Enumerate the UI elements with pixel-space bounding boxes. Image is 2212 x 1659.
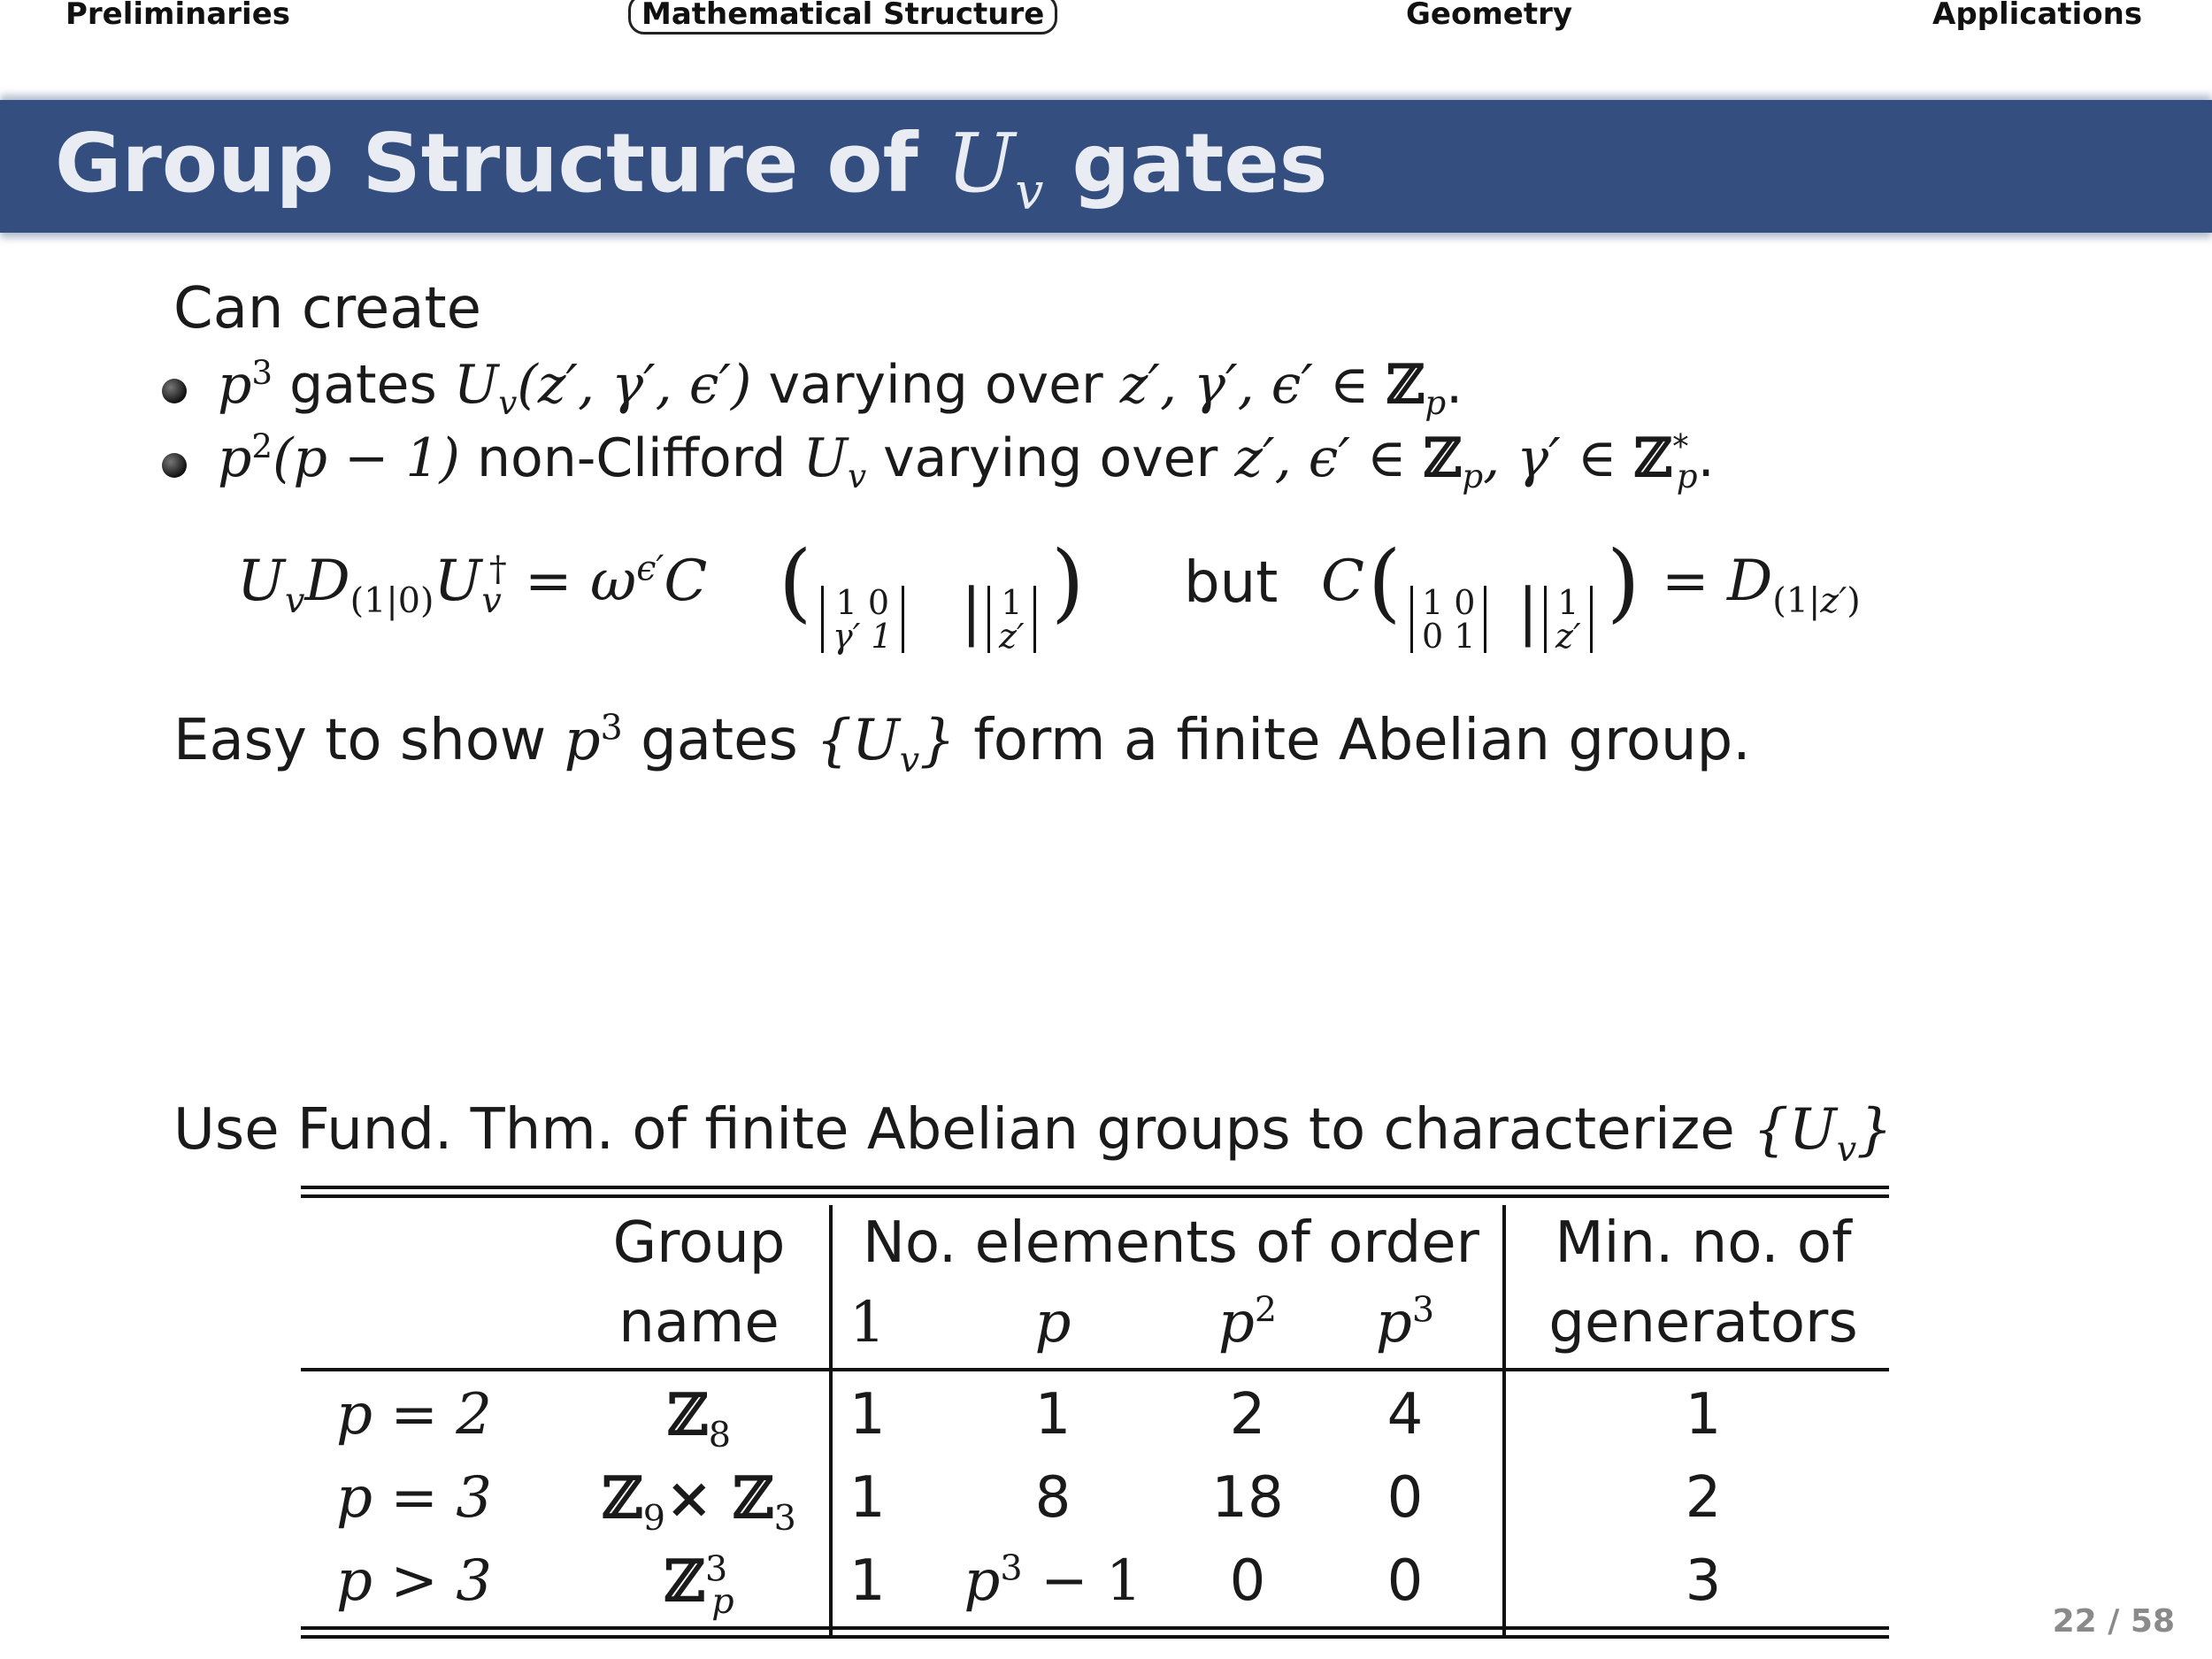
matrix-1: 1 0 γ′ 1 xyxy=(821,586,904,653)
header-generators: generators xyxy=(1548,1290,1858,1356)
order-p2-cell: 0 xyxy=(1229,1548,1266,1614)
equation-rhs: = $D_{(1|z')}$ xyxy=(1662,549,1861,621)
title-suffix: gates xyxy=(1071,116,1328,211)
rule-bottom xyxy=(301,1626,1889,1630)
nav-preliminaries[interactable]: Preliminaries xyxy=(65,0,291,32)
nav-geometry[interactable]: Geometry xyxy=(1406,0,1572,32)
order-1-cell: 1 xyxy=(849,1382,886,1448)
order-1-cell: 1 xyxy=(849,1548,886,1614)
title-prefix: Group Structure of xyxy=(55,116,918,211)
intro-text: Can create xyxy=(173,276,481,342)
header-gens: Min. no. of xyxy=(1555,1210,1852,1276)
gens-cell: 1 xyxy=(1685,1382,1722,1448)
group-cell: ℤ$_9$× ℤ$_3$ xyxy=(602,1465,796,1539)
rule-top xyxy=(301,1186,1889,1189)
order-p2-cell: 2 xyxy=(1229,1382,1266,1448)
paren-open: ( xyxy=(1368,533,1402,632)
bullet-2: $p^2(p - 1)$ non-Clifford $U_v$ varying over z′, ϵ′ ∈ ℤ$_p$, γ′ ∈ ℤ*$_p$. xyxy=(218,426,1715,495)
section-nav xyxy=(0,0,2212,39)
equation-lhs: $U_vD_{(1|0)}U_v^\dagger = \omega^{\epsilon'}C$ xyxy=(237,548,708,621)
rule-vertical xyxy=(1502,1205,1506,1637)
cond-cell: p > 3 xyxy=(336,1548,492,1614)
rule-top xyxy=(301,1194,1889,1198)
nav-mathematical-structure[interactable]: Mathematical Structure xyxy=(628,0,1057,35)
paren-close: ) xyxy=(1607,533,1640,632)
header-order-p3: $p^3$ xyxy=(1375,1289,1435,1356)
bullet-dot xyxy=(162,453,187,478)
order-p-cell: $p^3 - 1$ xyxy=(964,1548,1142,1614)
title-bar xyxy=(0,100,2212,233)
slide-title xyxy=(55,116,1328,221)
matrix-2: 1 0 0 1 xyxy=(1410,586,1486,653)
order-p3-cell: 0 xyxy=(1386,1465,1424,1531)
paren-open: ( xyxy=(779,533,812,632)
order-p-cell: 8 xyxy=(1034,1465,1071,1531)
equation-c2: C xyxy=(1321,549,1364,614)
order-p-cell: 1 xyxy=(1034,1382,1071,1448)
bullet-dot xyxy=(162,379,187,403)
rule-bottom xyxy=(301,1635,1889,1639)
rule-mid xyxy=(301,1368,1889,1371)
header-order-p: p xyxy=(1034,1290,1071,1356)
group-cell: ℤ$_8$ xyxy=(667,1382,731,1455)
order-p3-cell: 4 xyxy=(1386,1382,1424,1448)
order-p2-cell: 18 xyxy=(1211,1465,1284,1531)
order-1-cell: 1 xyxy=(849,1465,886,1531)
header-group: Group xyxy=(612,1210,786,1276)
equation xyxy=(237,533,2007,672)
rule-vertical xyxy=(829,1205,833,1637)
paren-close: ) xyxy=(1051,533,1085,632)
header-order: No. elements of order xyxy=(863,1210,1479,1276)
vector-1: 1 z′ xyxy=(987,586,1036,653)
divider: | xyxy=(1517,575,1539,648)
title-symbol: $U_v$ xyxy=(946,116,1044,221)
order-p3-cell: 0 xyxy=(1386,1548,1424,1614)
group-table xyxy=(301,1186,1889,1646)
divider: | xyxy=(961,575,982,648)
fund-thm-statement: Use Fund. Thm. of finite Abelian groups to characterize $\{U_v\}$ xyxy=(173,1097,1893,1170)
easy-statement: Easy to show $p^3$ gates $\{U_v\}$ form a finite Abelian group. xyxy=(173,707,1751,780)
nav-applications[interactable]: Applications xyxy=(1932,0,2143,32)
gens-cell: 2 xyxy=(1685,1465,1722,1531)
cond-cell: p = 2 xyxy=(336,1382,492,1448)
header-group-name: name xyxy=(618,1290,780,1356)
gens-cell: 3 xyxy=(1685,1548,1722,1614)
vector-2: 1 z′ xyxy=(1544,586,1593,653)
group-cell: ℤ$^3_p$ xyxy=(664,1548,734,1622)
page-number: 22 / 58 xyxy=(2052,1603,2175,1640)
header-order-p2: $p^2$ xyxy=(1217,1289,1278,1356)
cond-cell: p = 3 xyxy=(336,1465,492,1531)
equation-but: but xyxy=(1184,550,1279,616)
bullet-1: $p^3$ gates $U_v(z'$, γ′, ϵ′) varying over z′, γ′, ϵ′ ∈ ℤ$_p$. xyxy=(218,353,1463,422)
header-order-1: 1 xyxy=(849,1290,886,1356)
